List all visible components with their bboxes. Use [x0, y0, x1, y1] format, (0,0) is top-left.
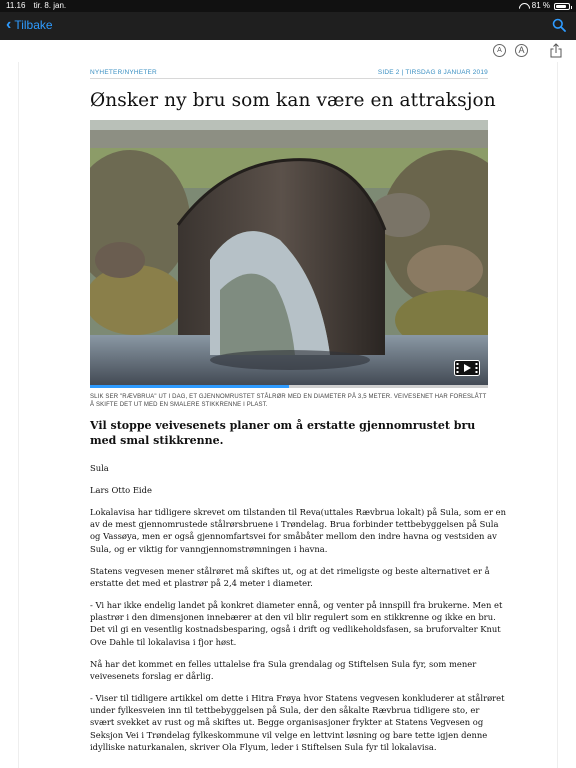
play-video-icon[interactable] [454, 360, 480, 376]
battery-percent: 81 % [531, 1, 550, 10]
battery-level [556, 5, 566, 8]
chevron-left-icon: ‹ [6, 16, 12, 33]
article-photo[interactable] [90, 120, 488, 388]
page-date-info: SIDE 2 | TIRSDAG 8 JANUAR 2019 [377, 69, 488, 76]
section-label[interactable]: NYHETER/NYHETER [90, 69, 157, 76]
article-meta [90, 67, 488, 79]
reader-toolbar [0, 40, 576, 62]
media-progress-bar[interactable] [90, 385, 488, 388]
battery-icon [554, 3, 570, 10]
article-paragraph: Lokalavisa har tidligere skrevet om tilstanden til Reva(uttales Rævbrua lokalt) på Sula, som er en av de mest gjennomrustede stålrørsbruene i Trøndelag. Brua forbinder tettbebyggelsen på Sula og Vassøya, men er også gjennomfartsvei for småbåter mellom den indre havna og vestsiden av Sula, og er viktig for vanngjennomstrømningen i havna. [90, 506, 506, 554]
article-headline: Ønsker ny bru som kan være en attraksjon [90, 90, 496, 111]
status-time: 11.16 [6, 1, 26, 10]
article-place: Sula [90, 463, 109, 473]
article-body [90, 462, 506, 763]
article-paragraph: - Viser til tidligere artikkel om dette i Hitra Frøya hvor Statens vegvesen konkluderer at stålrøret under fylkesveien inn til tettbebyggelsen på Sula, der den såkalte Rævbrua tidligere sto, er svært svekket av rust og må skiftes ut. Begge organisasjoner frykter at Statens Vegvesen og Seksjon Vei i Trøndelag fylkeskommune vil velge en lettvint løsning og bare tette igjen denne idylliske naturkanalen, skriver Ola Flyum, leder i Stiftelsen Sula fyr til lokalavisa. [90, 692, 505, 752]
article-paragraph: - Vi har ikke endelig landet på konkret diameter ennå, og venter på innspill fra brukerne. Men et plastrør i den dimensjonen innebærer at den vil blir regulert som en stikkrenne og ikke en bru. Det vil gi en vesentlig kostnadsbesparing, også i drift og vedlikeholdsfasen, sa bruforvalter Knut Ove Dahle til lokalavisa i fjor høst. [90, 599, 503, 647]
article-page [18, 62, 558, 768]
status-bar [0, 0, 576, 12]
back-label: Tilbake [14, 18, 53, 32]
article-paragraph: Statens vegvesen mener stålrøret må skiftes ut, og at det rimeligste og beste alternativet er å erstatte det med et plastrør på 2,4 meter i diameter. [90, 565, 490, 588]
article-byline: Lars Otto Eide [90, 484, 152, 495]
bridge-culvert-image [90, 120, 488, 388]
article-ingress: Vil stoppe veivesenets planer om å erstatte gjennomrustet bru med smal stikkrenne. [90, 419, 476, 447]
wifi-icon [519, 3, 528, 10]
photo-caption: SLIK SER "RÆVBRUA" UT I DAG, ET GJENNOMRUSTET STÅLRØR MED EN DIAMETER PÅ 3,5 METER. VEIVESENET HAR FORESLÅTT Å SKIFTE DET UT MED EN SMALERE STIKKRENNE I PLAST. [90, 394, 487, 408]
status-date: tir. 8. jan. [33, 1, 67, 10]
media-progress-fill [90, 385, 289, 388]
search-icon[interactable] [552, 18, 566, 32]
article-paragraph: Nå har det kommet en felles uttalelse fra Sula grendalag og Stiftelsen Sula fyr, som mener veivesenets forslag er dårlig. [90, 658, 477, 681]
navigation-bar [0, 12, 576, 40]
share-icon[interactable] [550, 43, 562, 58]
decrease-font-icon[interactable]: A [493, 44, 506, 57]
back-button[interactable] [6, 18, 53, 32]
increase-font-icon[interactable]: A [515, 44, 528, 57]
